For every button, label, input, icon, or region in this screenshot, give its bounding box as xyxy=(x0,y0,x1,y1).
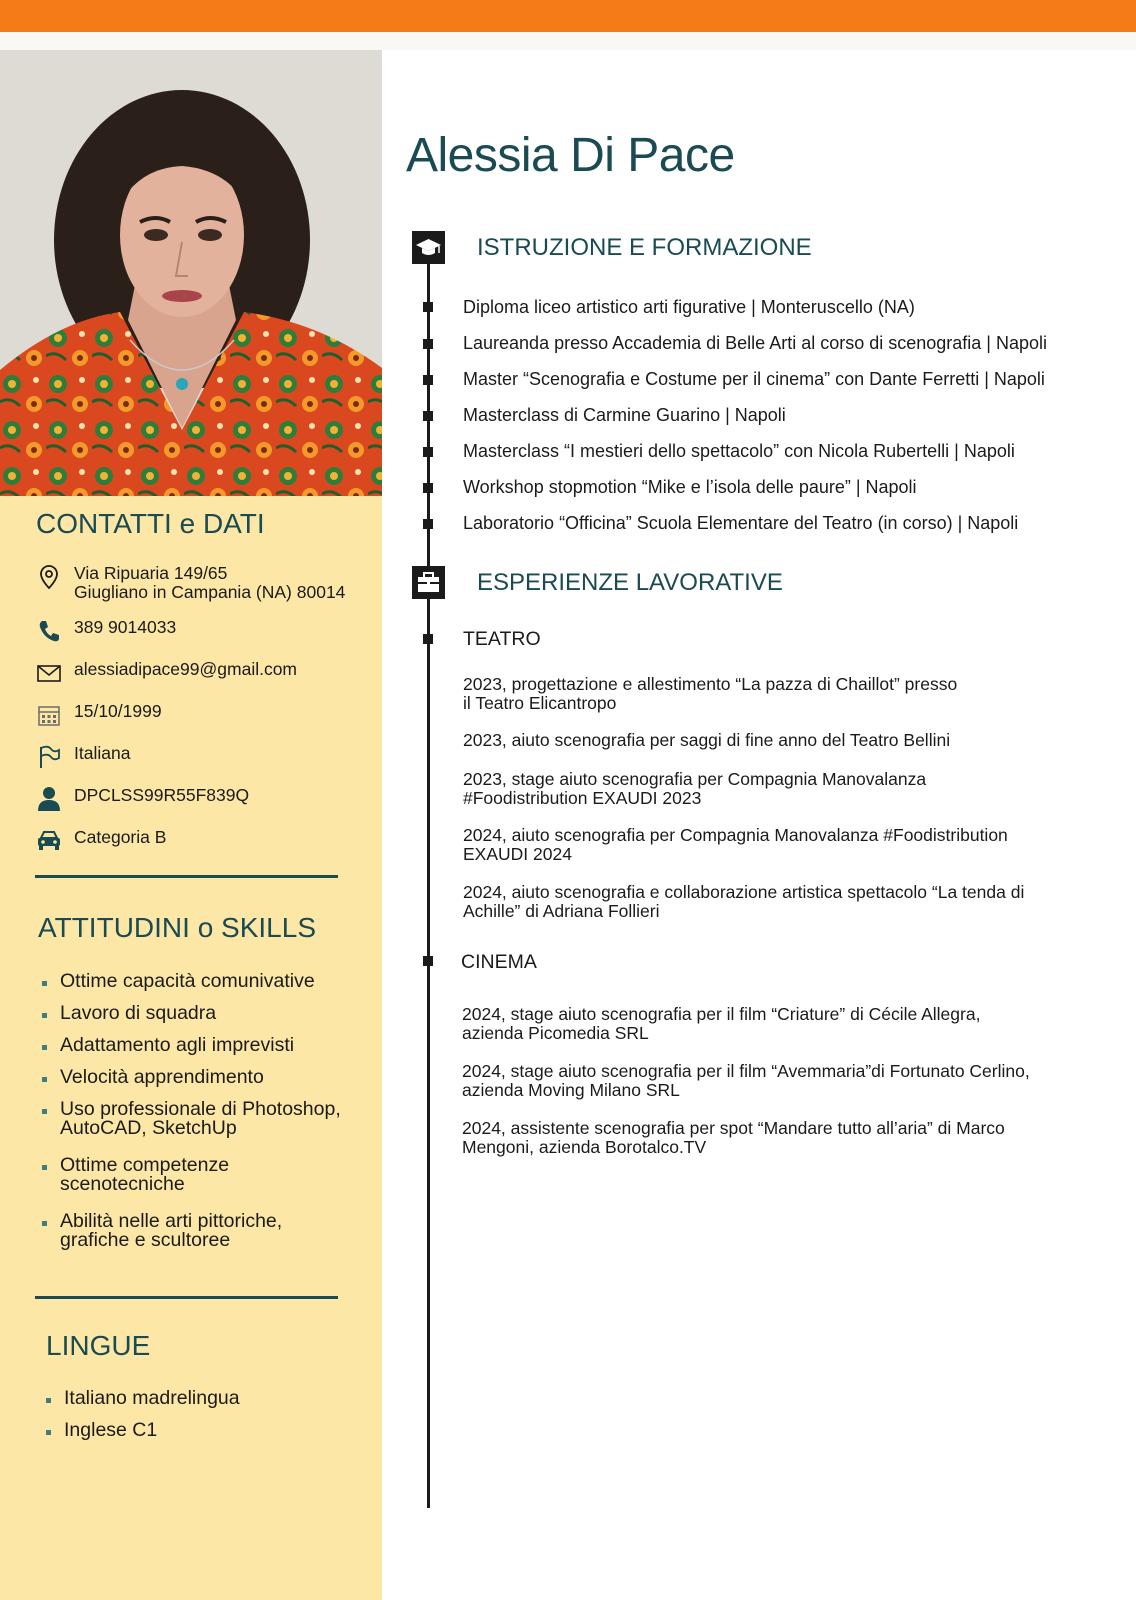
phone-text: 389 9014033 xyxy=(74,617,177,637)
cinema-subtitle: CINEMA xyxy=(461,951,537,973)
briefcase-icon xyxy=(412,566,445,599)
cinema-item: 2024, stage aiuto scenografia per il film “Criature” di Cécile Allegra, azienda Picomedia SRL xyxy=(462,1004,981,1043)
education-item: Masterclass “I mestieri dello spettacolo” con Nicola Rubertelli | Napoli xyxy=(463,441,1015,461)
theatre-item: 2024, aiuto scenografia per Compagnia Manovalanza #Foodistribution EXAUDI 2024 xyxy=(463,825,1008,864)
timeline-dot xyxy=(423,483,433,493)
email-text: alessiadipace99@gmail.com xyxy=(74,659,298,679)
theatre-item: 2024, aiuto scenografia e collaborazione artistica spettacolo “La tenda di Achille” di Adriana Follieri xyxy=(463,882,1025,921)
list-item: Lavoro di squadra xyxy=(38,1004,341,1023)
contact-fiscal-code xyxy=(36,786,249,816)
contacts-title: CONTATTI e DATI xyxy=(36,508,265,539)
sidebar-divider xyxy=(35,1296,338,1299)
skills-list xyxy=(38,972,341,1250)
contact-address xyxy=(36,563,346,602)
timeline-dot xyxy=(423,339,433,349)
list-item: Uso professionale di Photoshop, AutoCAD, SketchUp xyxy=(38,1100,341,1138)
cinema-item: 2024, stage aiuto scenografia per il film “Avemmaria”di Fortunato Cerlino, azienda Moving Milano SRL xyxy=(462,1061,1030,1100)
theatre-item: 2023, stage aiuto scenografia per Compagnia Manovalanza #Foodistribution EXAUDI 2023 xyxy=(463,769,927,808)
timeline-line xyxy=(427,234,430,1508)
timeline-dot xyxy=(423,447,433,457)
languages-title: LINGUE xyxy=(46,1330,151,1361)
person-icon xyxy=(36,786,62,812)
birthdate-text: 15/10/1999 xyxy=(74,701,162,721)
top-sub-bar xyxy=(0,32,1136,50)
top-accent-bar xyxy=(0,0,1136,32)
education-item: Masterclass di Carmine Guarino | Napoli xyxy=(463,405,786,425)
languages-list xyxy=(42,1389,240,1440)
education-title: ISTRUZIONE E FORMAZIONE xyxy=(477,234,812,261)
contact-phone xyxy=(36,618,176,648)
theatre-item: 2023, aiuto scenografia per saggi di fine anno del Teatro Bellini xyxy=(463,730,951,750)
education-item: Master “Scenografia e Costume per il cinema” con Dante Ferretti | Napoli xyxy=(463,369,1045,389)
person-name: Alessia Di Pace xyxy=(406,129,735,182)
list-item: Italiano madrelingua xyxy=(42,1389,240,1408)
education-item: Diploma liceo artistico arti figurative | Monteruscello (NA) xyxy=(463,297,915,317)
contact-email xyxy=(36,660,297,690)
education-item: Workshop stopmotion “Mike e l’isola delle paure” | Napoli xyxy=(463,477,917,497)
theatre-subtitle: TEATRO xyxy=(463,628,541,650)
flag-icon xyxy=(36,744,62,770)
driving-license-text: Categoria B xyxy=(74,827,167,847)
contact-address-text xyxy=(74,564,345,602)
skills-title: ATTITUDINI o SKILLS xyxy=(38,912,316,943)
contact-driving-license xyxy=(36,828,166,858)
timeline-dot xyxy=(423,375,433,385)
timeline-dot xyxy=(423,302,433,312)
timeline-dot xyxy=(423,411,433,421)
education-item: Laboratorio “Officina” Scuola Elementare del Teatro (in corso) | Napoli xyxy=(463,513,1019,533)
list-item: Velocità apprendimento xyxy=(38,1068,341,1087)
experience-title: ESPERIENZE LAVORATIVE xyxy=(477,569,783,596)
theatre-item: 2023, progettazione e allestimento “La pazza di Chaillot” presso il Teatro Elicantropo xyxy=(463,674,958,713)
list-item: Abilità nelle arti pittoriche, grafiche e scultoree xyxy=(38,1212,341,1250)
location-pin-icon xyxy=(36,564,62,590)
phone-icon xyxy=(36,618,62,644)
education-item: Laureanda presso Accademia di Belle Arti al corso di scenografia | Napoli xyxy=(463,333,1048,353)
profile-photo xyxy=(0,50,382,496)
timeline-dot xyxy=(423,519,433,529)
address-line-2: Giugliano in Campania (NA) 80014 xyxy=(74,582,346,602)
contact-nationality xyxy=(36,744,130,774)
sidebar-divider xyxy=(35,875,338,878)
fiscal-code-text: DPCLSS99R55F839Q xyxy=(74,785,250,805)
email-icon xyxy=(36,660,62,686)
graduation-cap-icon xyxy=(412,231,445,264)
cinema-item: 2024, assistente scenografia per spot “Mandare tutto all’aria” di Marco Mengoni, azienda Borotalco.TV xyxy=(462,1118,1005,1157)
timeline-dot xyxy=(423,634,433,644)
timeline-dot xyxy=(423,956,433,966)
address-line-1: Via Ripuaria 149/65 xyxy=(74,563,228,583)
contact-birthdate xyxy=(36,702,162,732)
portrait-illustration xyxy=(0,50,382,496)
nationality-text: Italiana xyxy=(74,743,131,763)
car-icon xyxy=(36,828,62,854)
list-item: Inglese C1 xyxy=(42,1421,240,1440)
list-item: Adattamento agli imprevisti xyxy=(38,1036,341,1055)
calendar-icon xyxy=(36,702,62,728)
list-item: Ottime capacità comunivative xyxy=(38,972,341,991)
list-item: Ottime competenze scenotecniche xyxy=(38,1156,341,1194)
